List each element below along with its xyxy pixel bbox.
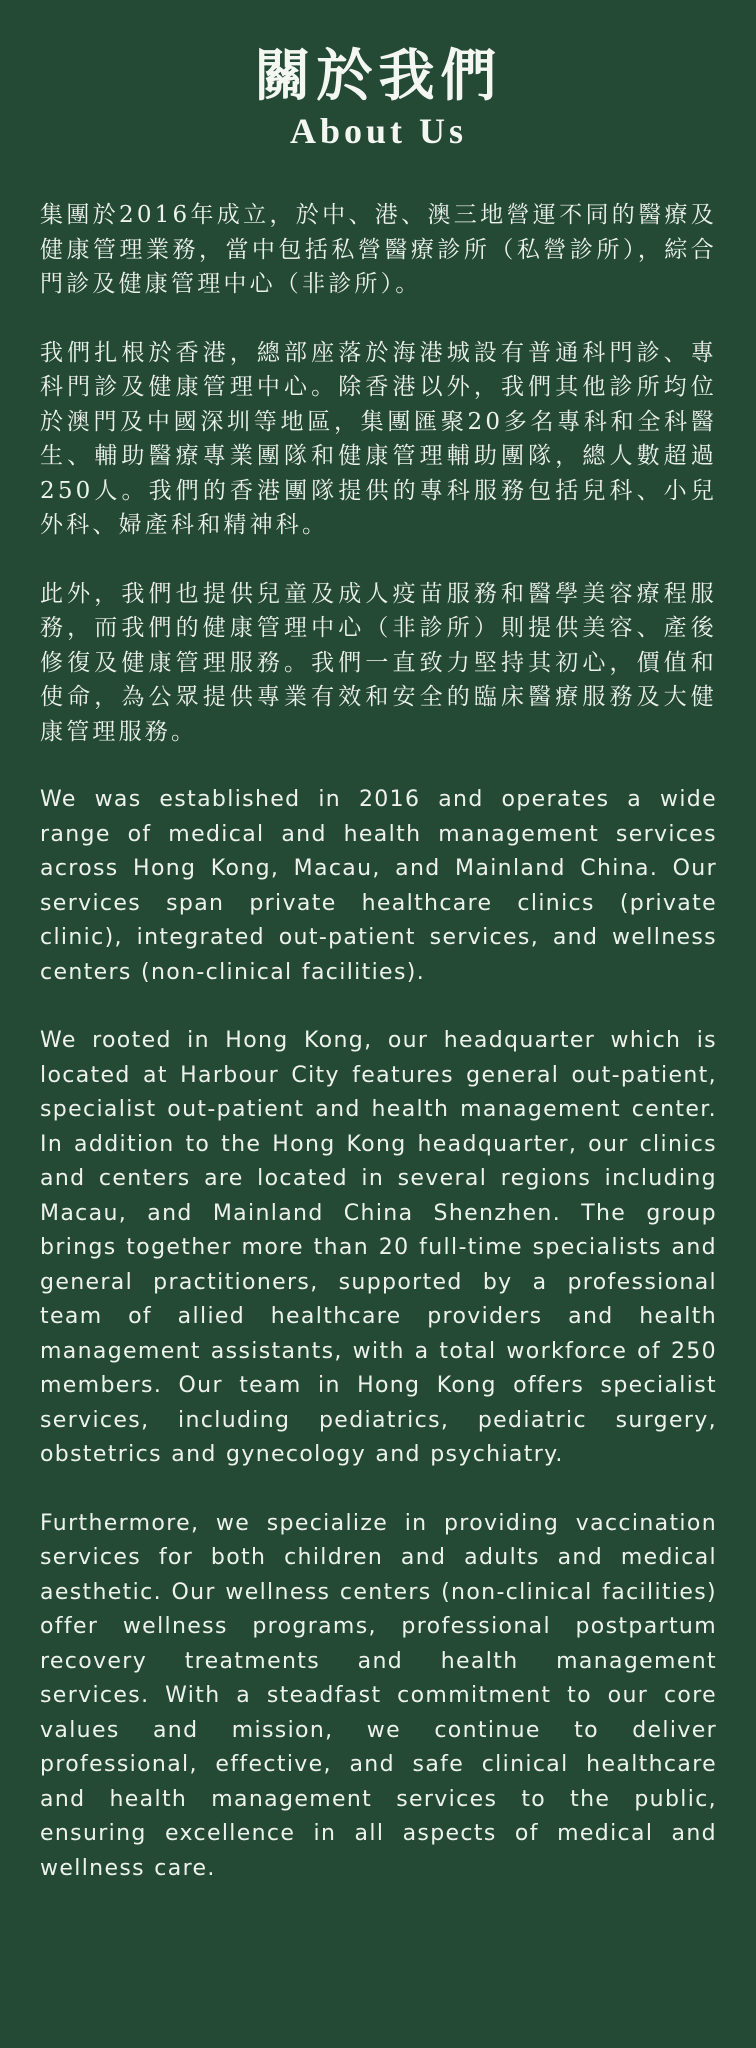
english-paragraph-intro: We was established in 2016 and operates a wide range of medical and health management services across Hong Kong, Macau, and Mainland China. Our services span private healthcare clinics (private clinic), integrated out-patient services, and wellness centers (non-clinical facilities). — [40, 787, 717, 985]
english-paragraph-locations: We rooted in Hong Kong, our headquarter which is located at Harbour City features general out-patient, specialist out-patient and health management center. In addition to the Hong Kong headquarter, our clinics and centers are located in several regions including Macau, and Mainland China Shenzhen. The group brings together more than 20 full-time specialists and general practitioners, supported by a professional team of allied healthcare providers and health management assistants, with a total workforce of 250 members. Our team in Hong Kong offers specialist services, including pediatrics, pediatric surgery, obstetrics and gynecology and psychiatry. — [40, 1028, 717, 1467]
chinese-paragraph-intro: 集團於2016年成立，於中、港、澳三地營運不同的醫療及健康管理業務，當中包括私營醫療診所（私營診所），綜合門診及健康管理中心（非診所）。 — [40, 202, 717, 297]
chinese-description — [40, 198, 717, 749]
chinese-paragraph-locations: 我們扎根於香港，總部座落於海港城設有普通科門診、專科門診及健康管理中心。除香港以外，我們其他診所均位於澳門及中國深圳等地區，集團匯聚20多名專科和全科醫生、輔助醫療專業團隊和健康管理輔助團隊，總人數超過250人。我們的香港團隊提供的專科服務包括兒科、小兒外科、婦產科和精神科。 — [40, 339, 717, 538]
page-title-chinese: 關於我們 — [254, 43, 503, 109]
english-description — [40, 783, 717, 1886]
english-paragraph-services: Furthermore, we specialize in providing vaccination services for both children and adults and medical aesthetic. Our wellness centers (non-clinical facilities) offer wellness programs, professional postpartum recovery treatments and health management services. With a steadfast commitment to our core values and mission, we continue to deliver professional, effective, and safe clinical healthcare and health management services to the public, ensuring excellence in all aspects of medical and wellness care. — [40, 1510, 717, 1881]
page-title-english: About Us — [289, 111, 468, 151]
chinese-paragraph-services: 此外，我們也提供兒童及成人疫苗服務和醫學美容療程服務，而我們的健康管理中心（非診所）則提供美容、產後修復及健康管理服務。我們一直致力堅持其初心，價值和使命，為公眾提供專業有效和安全的臨床醫療服務及大健康管理服務。 — [40, 580, 717, 745]
